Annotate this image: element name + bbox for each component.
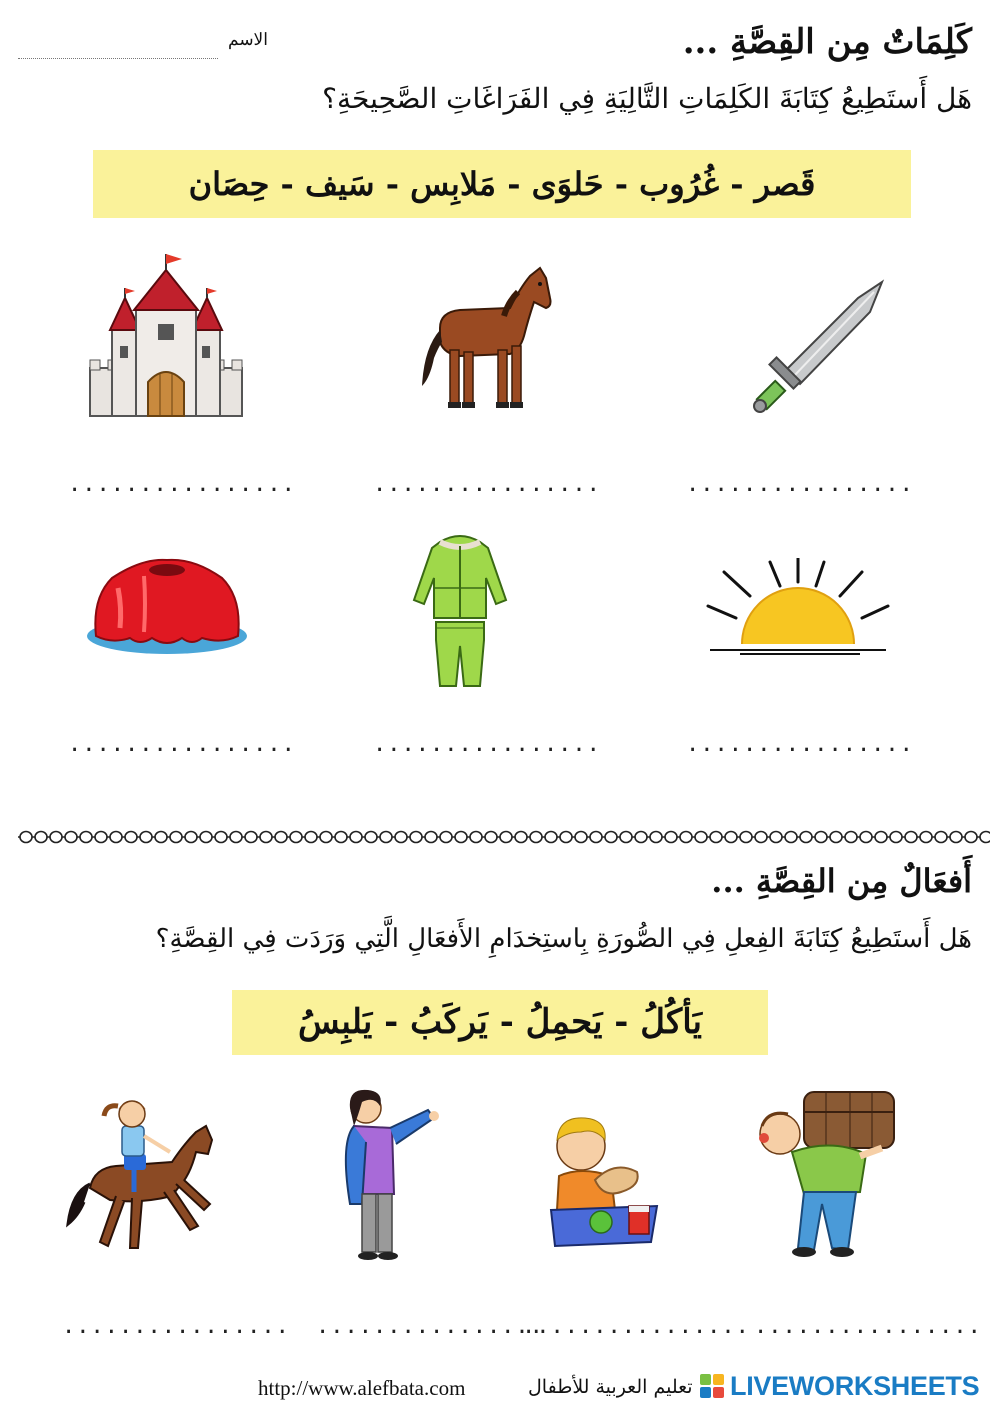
blank-line[interactable]: ................ (62, 1314, 290, 1339)
clothes-picture (410, 528, 510, 690)
chain-link (725, 832, 737, 843)
chain-link (860, 832, 872, 843)
chain-link (305, 832, 317, 843)
chain-link (215, 832, 227, 843)
chain-link (470, 832, 482, 843)
chain-link (545, 832, 557, 843)
chain-link (620, 832, 632, 843)
section2-title: أَفعَالٌ مِن القِصَّةِ ... (711, 862, 972, 900)
chain-link (245, 832, 257, 843)
chain-link (770, 832, 782, 843)
chain-link (455, 832, 467, 843)
chain-link (875, 832, 887, 843)
section2-question: هَل أَستَطِيعُ كِتَابَةَ الفِعلِ فِي الصُّورَةِ بِاستِخدَامِ الأَفعَالِ الَّتِي وَرَدَت فِي القِصَّةِ؟ (155, 924, 972, 954)
chain-link (260, 832, 272, 843)
blank-line[interactable]: ................ (68, 472, 296, 497)
chain-link (500, 832, 512, 843)
section2-word-bank (232, 990, 768, 1055)
chain-link (290, 832, 302, 843)
section1-title: كَلِمَاتٌ مِن القِصَّةِ ... (682, 22, 972, 62)
chain-link (395, 832, 407, 843)
castle-picture (80, 250, 252, 422)
chain-link (800, 832, 812, 843)
sunset-picture (700, 558, 896, 668)
chain-link (155, 832, 167, 843)
chain-link (440, 832, 452, 843)
chain-link (425, 832, 437, 843)
horse-picture (400, 258, 560, 418)
chain-link (740, 832, 752, 843)
liveworksheets-logo-icon (700, 1374, 724, 1398)
chain-link (965, 832, 977, 843)
chain-link (170, 832, 182, 843)
chain-link (275, 832, 287, 843)
chain-link (950, 832, 962, 843)
blank-line[interactable]: ................ (686, 472, 914, 497)
chain-link (845, 832, 857, 843)
chain-link (65, 832, 77, 843)
chain-link (890, 832, 902, 843)
liveworksheets-brand[interactable] (700, 1368, 979, 1404)
blank-line[interactable]: ................ (686, 732, 914, 757)
section1-question: هَل أَستَطِيعُ كِتَابَةَ الكَلِمَاتِ التَّالِيَةِ فِي الفَرَاغَاتِ الصَّحِيحَةِ؟ (322, 82, 972, 115)
jelly-picture (82, 548, 252, 658)
chain-link (785, 832, 797, 843)
chain-link (35, 832, 47, 843)
chain-link (710, 832, 722, 843)
name-label: الاسم (228, 30, 268, 50)
section1-word-bank (93, 150, 911, 218)
chain-link (920, 832, 932, 843)
chain-link (230, 832, 242, 843)
blank-line[interactable]: ................ (373, 732, 601, 757)
chain-link (110, 832, 122, 843)
chain-link (515, 832, 527, 843)
boy-putting-on-jacket-picture (332, 1082, 452, 1266)
chain-link (125, 832, 137, 843)
chain-link (650, 832, 662, 843)
blank-line[interactable]: ................ (754, 1314, 982, 1339)
chain-link (410, 832, 422, 843)
chain-link (350, 832, 362, 843)
chain-link (380, 832, 392, 843)
chain-link (695, 832, 707, 843)
section1-word-bank-text: قَصر - غُرُوب - حَلوَى - مَلابِس - سَيف - حِصَان (188, 165, 816, 203)
blank-line[interactable]: ................ (316, 1314, 544, 1339)
name-input-line[interactable] (18, 58, 218, 59)
footer-url[interactable]: http://www.alefbata.com (258, 1376, 466, 1400)
chain-link (815, 832, 827, 843)
chain-link (320, 832, 332, 843)
chain-link (20, 832, 32, 843)
chain-link (95, 832, 107, 843)
footer-arabic: تعليم العربية للأطفال (528, 1376, 693, 1398)
blank-line[interactable]: ................ (68, 732, 296, 757)
chain-link (50, 832, 62, 843)
chain-divider (18, 828, 990, 846)
boy-eating-picture (545, 1110, 663, 1252)
chain-link (560, 832, 572, 843)
chain-link (755, 832, 767, 843)
chain-link (665, 832, 677, 843)
chain-link (605, 832, 617, 843)
man-carrying-chest-picture (742, 1082, 902, 1262)
chain-link (200, 832, 212, 843)
chain-link (635, 832, 647, 843)
chain-link (830, 832, 842, 843)
chain-link (365, 832, 377, 843)
chain-link (80, 832, 92, 843)
chain-link (335, 832, 347, 843)
girl-riding-horse-picture (60, 1092, 220, 1262)
chain-link (140, 832, 152, 843)
sword-picture (742, 272, 892, 422)
chain-link (680, 832, 692, 843)
chain-link (530, 832, 542, 843)
blank-line[interactable]: ................ (373, 472, 601, 497)
chain-link (590, 832, 602, 843)
blank-line[interactable]: ................ (522, 1314, 750, 1339)
chain-link (575, 832, 587, 843)
chain-link (905, 832, 917, 843)
section2-word-bank-text: يَأكُلُ - يَحمِلُ - يَركَبُ - يَلبِسُ (297, 1002, 703, 1042)
chain-link (935, 832, 947, 843)
chain-link (185, 832, 197, 843)
liveworksheets-brand-text: LIVEWORKSHEETS (730, 1370, 980, 1401)
chain-link (980, 832, 990, 843)
chain-link (485, 832, 497, 843)
